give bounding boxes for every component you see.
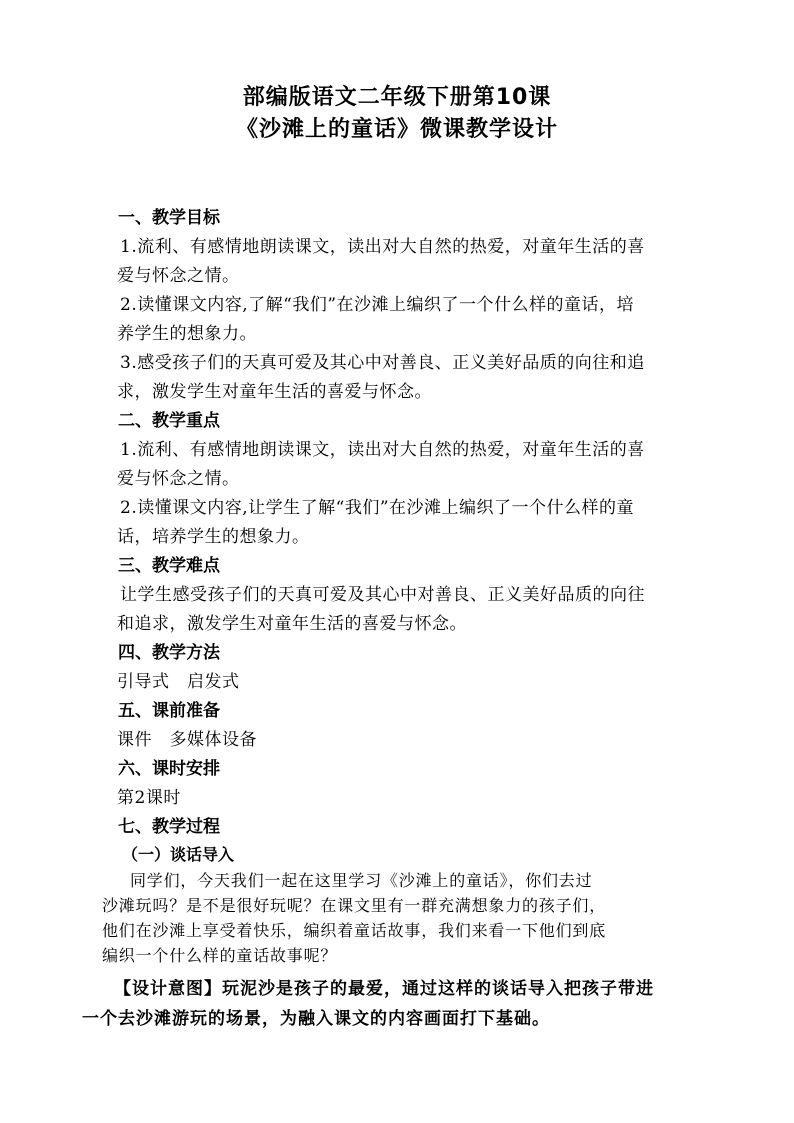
goal-line-1: 1.流利、有感情地朗读课文，读出对大自然的热爱，对童年生活的喜 <box>120 237 645 257</box>
key-point-line-3: 2.读懂课文内容,让学生了解“我们”在沙滩上编织了一个什么样的童 <box>120 498 635 518</box>
talk-line-3: 他们在沙滩上享受着快乐，编织着童话故事，我们来看一下他们到底 <box>102 921 607 940</box>
goal-line-6: 求，激发学生对童年生活的喜爱与怀念。 <box>117 382 432 402</box>
section-heading-methods: 四、教学方法 <box>118 643 220 663</box>
key-point-line-2: 爱与怀念之情。 <box>117 469 240 489</box>
talk-line-4: 编织一个什么样的童话故事呢？ <box>102 946 338 965</box>
section-heading-process: 七、教学过程 <box>118 817 220 837</box>
preparation-text: 课件 多媒体设备 <box>117 730 257 750</box>
section-heading-schedule: 六、课时安排 <box>118 759 220 779</box>
doc-title-line-2: 《沙滩上的童话》微课教学设计 <box>235 117 558 142</box>
sub-heading-intro: （一）谈话导入 <box>122 845 235 864</box>
methods-text: 引导式 启发式 <box>117 672 240 692</box>
doc-body <box>82 204 718 1034</box>
key-point-line-1: 1.流利、有感情地朗读课文，读出对大自然的热爱，对童年生活的喜 <box>120 440 645 460</box>
section-heading-preparation: 五、课前准备 <box>118 701 220 721</box>
doc-title-line-1: 部编版语文二年级下册第10课 <box>242 85 552 110</box>
design-intent-line-2: 一个去沙滩游玩的场景，为融入课文的内容画面打下基础。 <box>82 1009 550 1029</box>
goal-line-5: 3.感受孩子们的天真可爱及其心中对善良、正义美好品质的向往和追 <box>120 353 645 373</box>
difficulty-line-2: 和追求，激发学生对童年生活的喜爱与怀念。 <box>117 614 467 634</box>
section-heading-difficulties: 三、教学难点 <box>118 556 220 576</box>
goal-line-2: 爱与怀念之情。 <box>117 266 240 286</box>
talk-line-1: 同学们，今天我们一起在这里学习《沙滩上的童话》，你们去过 <box>130 871 593 890</box>
section-heading-key-points: 二、教学重点 <box>118 411 220 431</box>
schedule-text: 第2课时 <box>117 788 181 808</box>
key-point-line-4: 话，培养学生的想象力。 <box>117 527 310 547</box>
design-intent-line-1: 【设计意图】玩泥沙是孩子的最爱，通过这样的谈话导入把孩子带进 <box>114 979 654 999</box>
section-heading-goals: 一、教学目标 <box>118 208 220 228</box>
goal-line-4: 养学生的想象力。 <box>117 324 257 344</box>
goal-line-3: 2.读懂课文内容,了解“我们”在沙滩上编织了一个什么样的童话，培 <box>120 295 635 315</box>
talk-line-2: 沙滩玩吗？是不是很好玩呢？在课文里有一群充满想象力的孩子们， <box>102 896 607 915</box>
difficulty-line-1: 让学生感受孩子们的天真可爱及其心中对善良、正义美好品质的向往 <box>120 585 645 605</box>
